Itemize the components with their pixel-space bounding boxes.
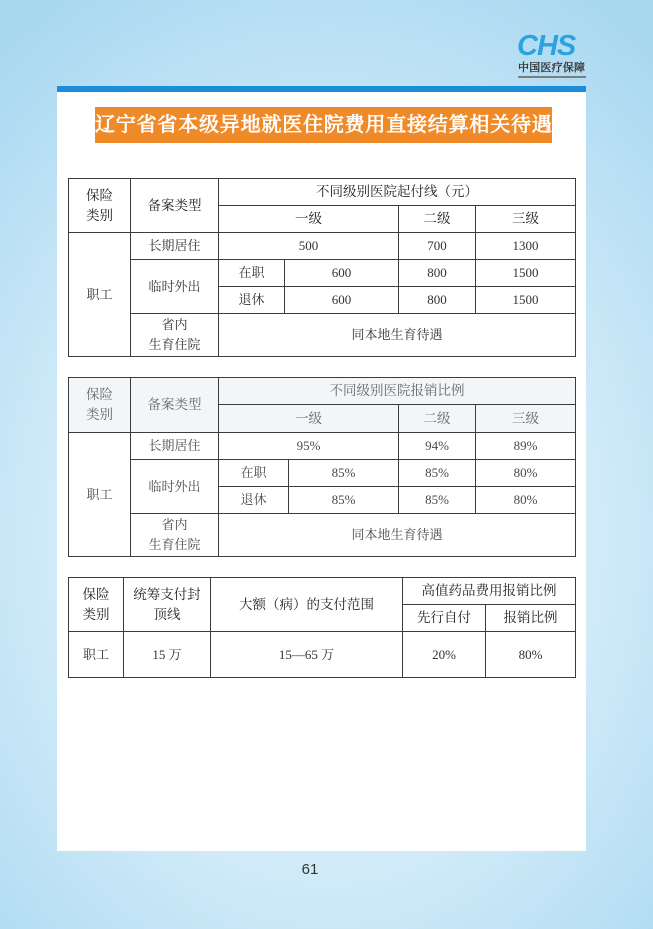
table-cell: 500 [219,233,399,260]
filing-temporary: 临时外出 [131,260,219,314]
header-filing-type: 备案类型 [131,378,219,433]
self-pay-first-value: 20% [403,632,486,678]
header-level-3: 三级 [476,405,576,433]
table-cell: 1500 [476,260,576,287]
filing-long-term: 长期居住 [131,233,219,260]
insured-type-cell: 职工 [69,433,131,557]
chs-logo [514,30,588,80]
maternity-benefit: 同本地生育待遇 [219,314,576,357]
table-cell: 85% [399,487,476,514]
insured-type-cell: 职工 [69,632,124,678]
filing-maternity: 省内 生育住院 [131,514,219,557]
insured-type-cell: 职工 [69,233,131,357]
deductible-table [68,178,576,357]
header-level-2: 二级 [399,206,476,233]
table-cell: 800 [399,287,476,314]
table-cell: 600 [285,260,399,287]
table-cell: 600 [285,287,399,314]
filing-long-term: 长期居住 [131,433,219,460]
reimbursement-table [68,377,576,557]
header-filing-type: 备案类型 [131,179,219,233]
table-cell: 94% [399,433,476,460]
header-pooled-cap [124,578,211,632]
table-cell: 89% [476,433,576,460]
pooled-cap-value: 15 万 [124,632,211,678]
header-insurance-type [69,578,124,632]
logo-underline [518,76,586,78]
header-reimbursement-by-level: 不同级别医院报销比例 [219,378,576,405]
header-insurance-type-text: 保险类别 [86,387,113,422]
header-pooled-cap-text: 统筹支付封顶线 [133,586,201,622]
title-banner: 辽宁省省本级异地就医住院费用直接结算相关待遇 [95,107,552,143]
major-illness-range-value: 15—65 万 [211,632,403,678]
table-cell: 80% [476,460,576,487]
header-high-value-drugs: 高值药品费用报销比例 [403,578,576,605]
header-deductible-by-level: 不同级别医院起付线（元） [219,179,576,206]
table-cell: 85% [289,460,399,487]
header-reimbursement-ratio: 报销比例 [486,605,576,632]
header-level-2: 二级 [399,405,476,433]
cap-table [68,577,576,678]
logo-org-name: 中国医疗保障 [518,62,586,74]
header-insurance-type [69,179,131,233]
header-insurance-type-text: 保险类别 [86,187,113,223]
status-employed: 在职 [219,460,289,487]
header-major-illness-range: 大额（病）的支付范围 [211,578,403,632]
header-level-1: 一级 [219,405,399,433]
logo-mark: CHS [517,30,576,62]
table-cell: 1300 [476,233,576,260]
filing-temporary: 临时外出 [131,460,219,514]
header-insurance-type [69,378,131,433]
table-cell: 85% [289,487,399,514]
header-level-3: 三级 [476,206,576,233]
table-cell: 700 [399,233,476,260]
table-cell: 800 [399,260,476,287]
filing-maternity: 省内 生育住院 [131,314,219,357]
status-employed: 在职 [219,260,285,287]
status-retired: 退休 [219,487,289,514]
header-level-1: 一级 [219,206,399,233]
maternity-benefit: 同本地生育待遇 [219,514,576,557]
status-retired: 退休 [219,287,285,314]
page-number: 61 [301,861,319,878]
reimbursement-ratio-value: 80% [486,632,576,678]
table-cell: 1500 [476,287,576,314]
table-cell: 95% [219,433,399,460]
header-insurance-type-text: 保险类别 [82,586,110,622]
header-self-pay-first: 先行自付 [403,605,486,632]
table-cell: 85% [399,460,476,487]
table-cell: 80% [476,487,576,514]
